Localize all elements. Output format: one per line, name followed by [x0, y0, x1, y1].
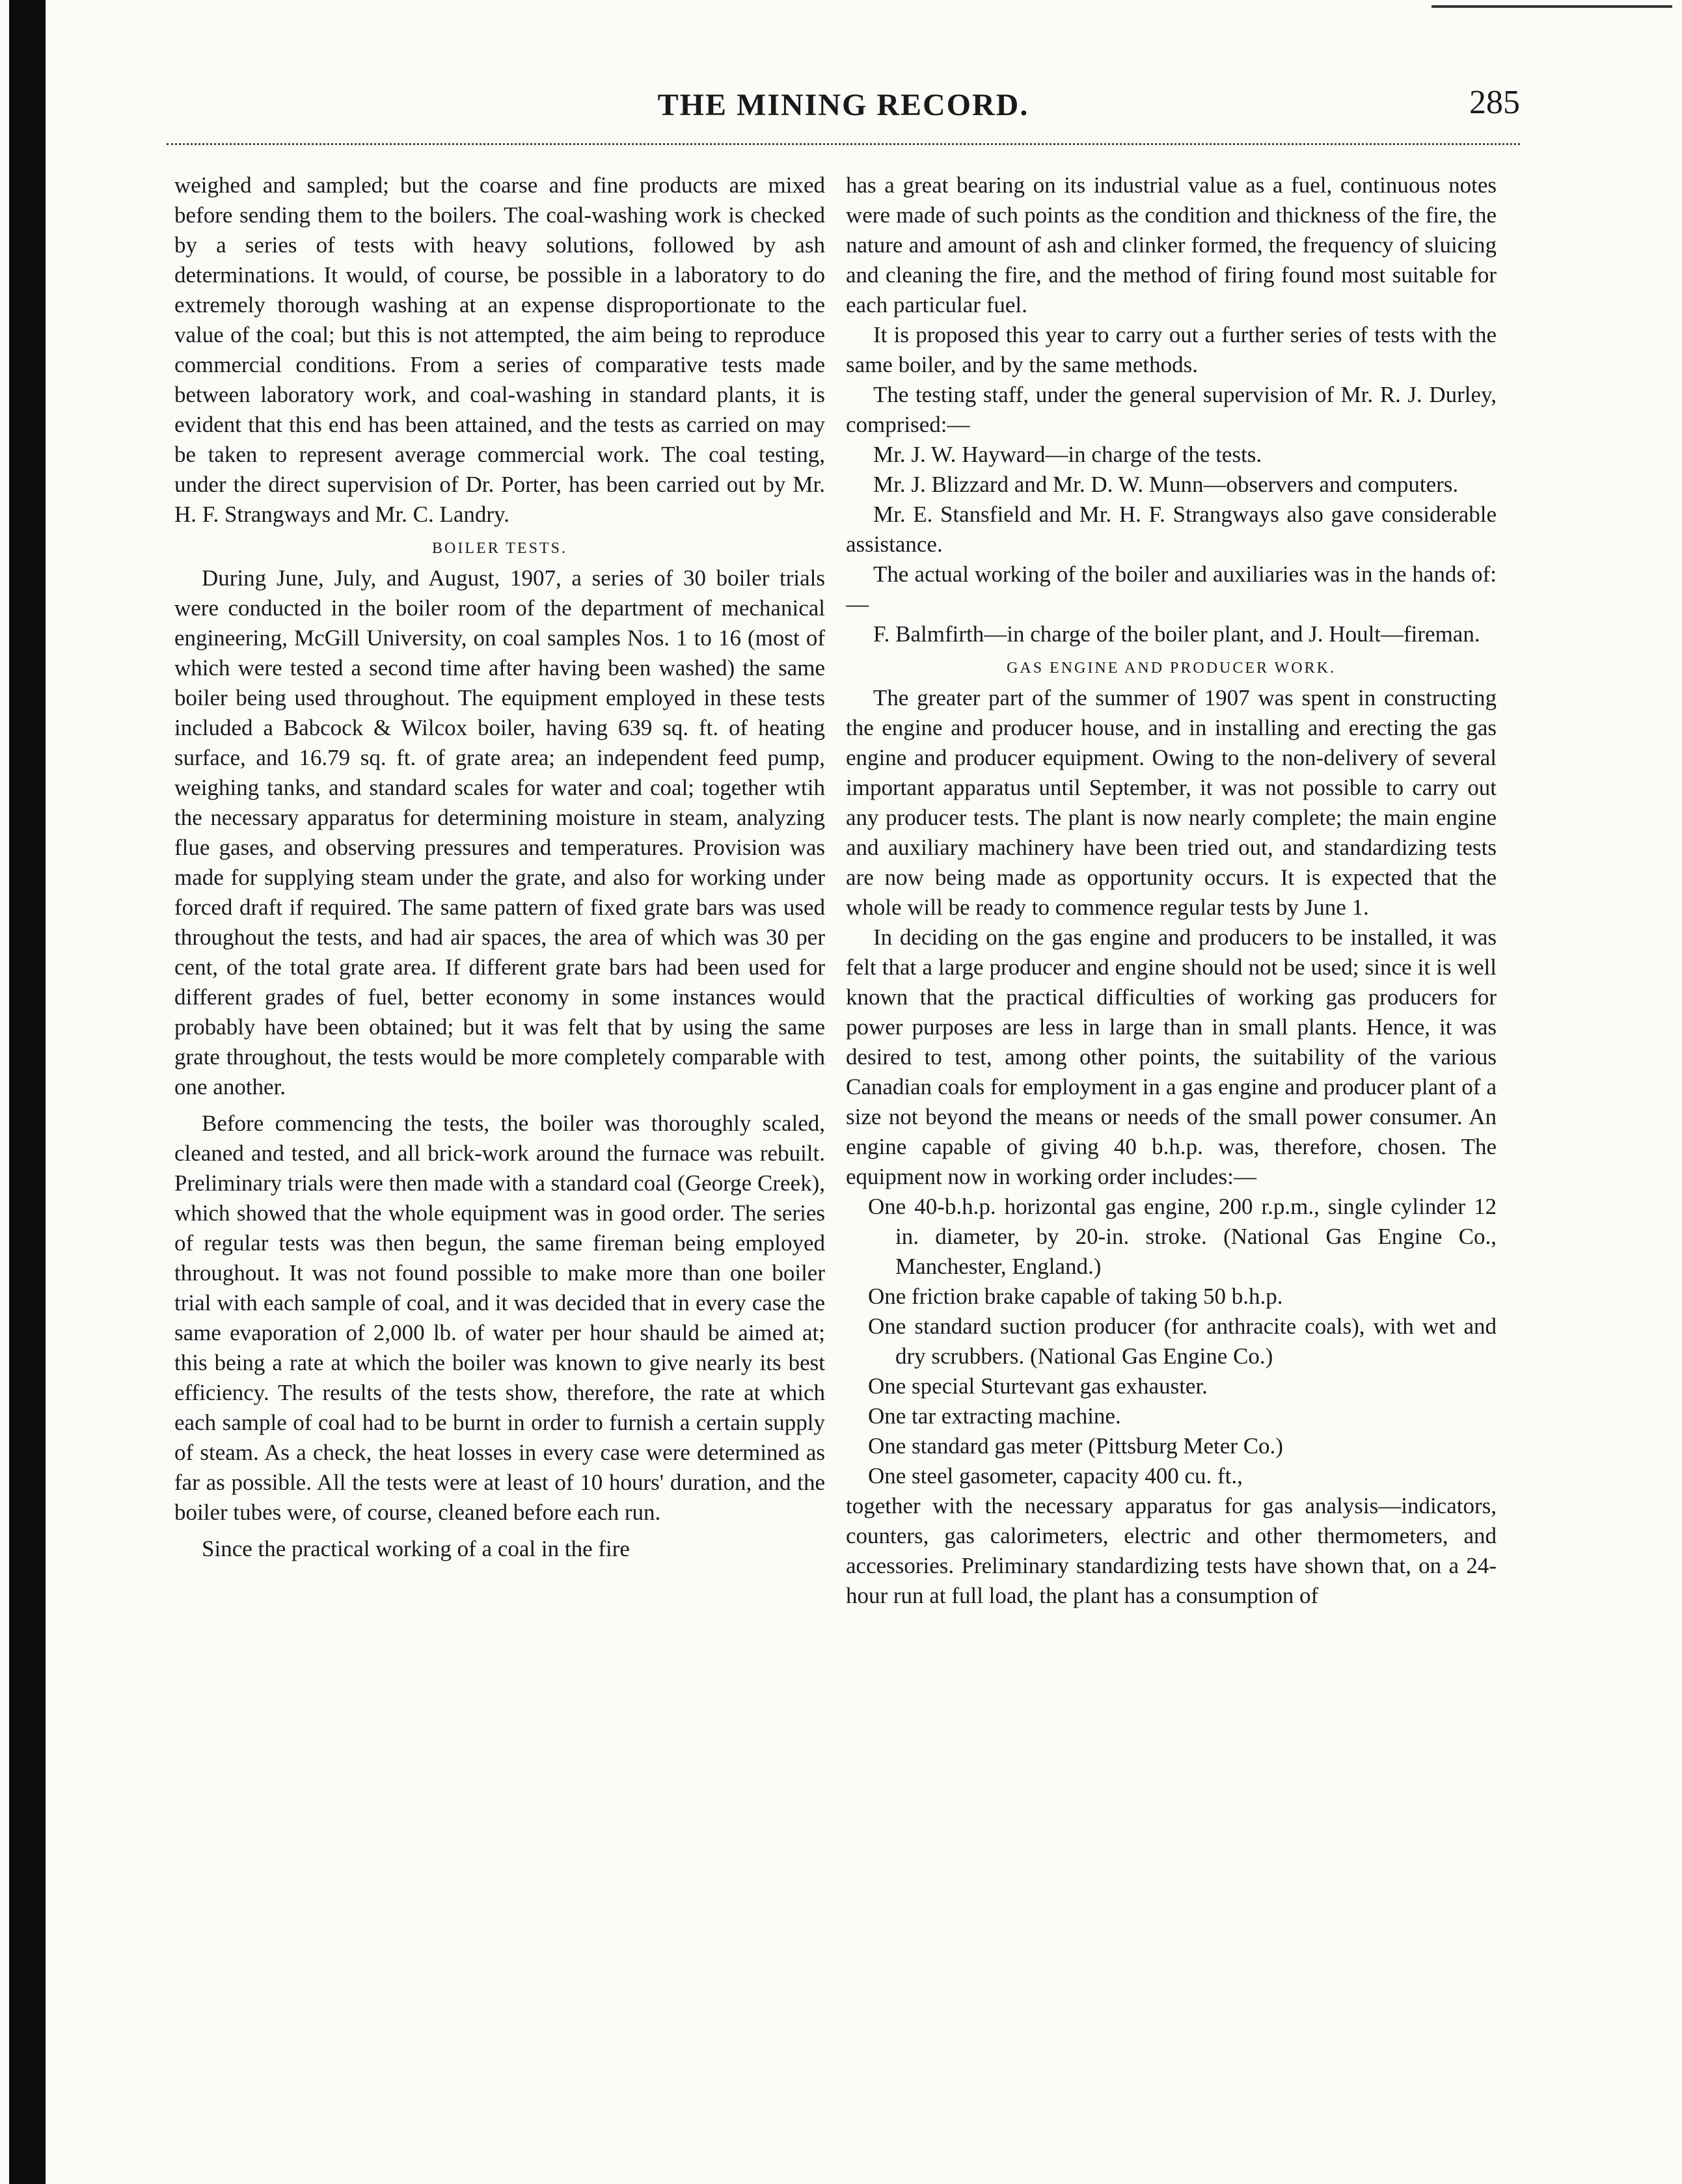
paragraph: Since the practical working of a coal in the fire	[202, 1536, 630, 1561]
paragraph: The actual working of the boiler and auxiliaries was in the hands of:—	[846, 561, 1497, 617]
binding-edge	[9, 0, 46, 2184]
equipment-item: One special Sturtevant gas exhauster.	[868, 1373, 1208, 1399]
paragraph: Before commencing the tests, the boiler was thoroughly scaled, cleaned and tested, and all brick-work around the furnace was rebuilt. Preliminary trials were then made with a standard coal (George Creek), which showed that the whole equipment was in good order. The series of regular tests was then begun, the same fireman being employed throughout. It was not found possible to make more than one boiler trial with each sample of coal, and it was decided that in every case the same evaporation of 2,000 lb. of water per hour shauld be aimed at; this being a rate at which the boiler was known to give nearly its best efficiency. The results of the tests show, therefore, the rate at which each sample of coal had to be burnt in order to furnish a certain supply of steam. As a check, the heat losses in every case were determined as far as possible. All the tests were at least of 10 hours' duration, and the boiler tubes were, of course, cleaned before each run.	[174, 1111, 825, 1525]
paragraph: F. Balmfirth—in charge of the boiler plant, and J. Hoult—fireman.	[873, 621, 1480, 647]
running-title: THE MINING RECORD.	[657, 88, 1029, 122]
header-rule	[167, 143, 1520, 145]
equipment-item: One standard suction producer (for anthracite coals), with wet and dry scrubbers. (National Gas Engine Co.)	[868, 1314, 1497, 1369]
equipment-list	[846, 1192, 1497, 1491]
page-header	[167, 83, 1520, 135]
paragraph: During June, July, and August, 1907, a series of 30 boiler trials were conducted in the boiler room of the department of mechanical engineering, McGill University, on coal samples Nos. 1 to 16 (most of which were tested a second time after having been washed) the same boiler being used throughout. The equipment employed in these tests included a Babcock & Wilcox boiler, having 639 sq. ft. of heating surface, and 16.79 sq. ft. of grate area; an independent feed pump, weighing tanks, and standard scales for water and coal; together wtih the necessary apparatus for determining moisture in steam, analyzing flue gases, and observing pressures and temperatures. Provision was made for supplying steam under the grate, and also for working under forced draft if required. The same pattern of fixed grate bars was used throughout the tests, and had air spaces, the area of which was 30 per cent, of the total grate area. If different grate bars had been used for different grades of fuel, better economy in some instances would probably have been obtained; but it was felt that by using the same grate throughout, the tests would be more completely comparable with one another.	[174, 565, 825, 1099]
equipment-item: One friction brake capable of taking 50 b.h.p.	[868, 1284, 1283, 1309]
section-heading-boiler-tests: BOILER TESTS.	[432, 540, 567, 557]
corner-rule	[1431, 5, 1672, 8]
left-column	[174, 170, 825, 2122]
paragraph: The testing staff, under the general supervision of Mr. R. J. Durley, comprised:—	[846, 382, 1497, 437]
equipment-item: One tar extracting machine.	[868, 1403, 1121, 1429]
paragraph: The greater part of the summer of 1907 was spent in constructing the engine and producer house, and in installing and erecting the gas engine and producer equipment. Owing to the non-delivery of several important apparatus until September, it was not possible to carry out any producer tests. The plant is now nearly complete; the main engine and auxiliary machinery have been tried out, and standardizing tests are now being made as opportunity occurs. It is expected that the whole will be ready to commence regular tests by June 1.	[846, 685, 1497, 920]
paragraph: Mr. J. Blizzard and Mr. D. W. Munn—observers and computers.	[873, 472, 1459, 497]
paragraph: In deciding on the gas engine and producers to be installed, it was felt that a large producer and engine should not be used; since it is well known that the practical difficulties of working gas producers for power purposes are less in large than in small plants. Hence, it was desired to test, among other points, the suitability of the various Canadian coals for employment in a gas engine and producer plant of a size not beyond the means or needs of the small power consumer. An engine capable of giving 40 b.h.p. was, therefore, chosen. The equipment now in working order includes:—	[846, 924, 1497, 1189]
page-number: 285	[1469, 84, 1520, 121]
paragraph: weighed and sampled; but the coarse and fine products are mixed before sending them to the boilers. The coal-washing work is checked by a series of tests with heavy solutions, followed by ash determinations. It would, of course, be possible in a laboratory to do extremely thorough washing at an expense disproportionate to the value of the coal; but this is not attempted, the aim being to reproduce commercial conditions. From a series of comparative tests made between laboratory work, and coal-washing in standard plants, it is evident that this end has been attained, and the tests as carried on may be taken to represent average commercial work. The coal testing, under the direct supervision of Dr. Porter, has been carried out by Mr. H. F. Strangways and Mr. C. Landry.	[174, 172, 825, 527]
section-heading-gas-engine: GAS ENGINE AND PRODUCER WORK.	[1007, 660, 1336, 677]
paragraph: together with the necessary apparatus for gas analysis—indicators, counters, gas calorimeters, electric and other thermometers, and accessories. Preliminary standardizing tests have shown that, on a 24-hour run at full load, the plant has a consumption of	[846, 1493, 1497, 1608]
equipment-item: One standard gas meter (Pittsburg Meter Co.)	[868, 1433, 1283, 1459]
right-column	[846, 170, 1497, 2122]
equipment-item: One 40-b.h.p. horizontal gas engine, 200 r.p.m., single cylinder 12 in. diameter, by 20-in. stroke. (National Gas Engine Co., Manchester, England.)	[868, 1194, 1497, 1279]
equipment-item: One steel gasometer, capacity 400 cu. ft.,	[868, 1463, 1243, 1489]
paragraph: Mr. E. Stansfield and Mr. H. F. Strangways also gave considerable assistance.	[846, 502, 1497, 557]
paragraph: It is proposed this year to carry out a further series of tests with the same boiler, and by the same methods.	[846, 322, 1497, 377]
paragraph: Mr. J. W. Hayward—in charge of the tests.	[873, 442, 1262, 467]
paragraph: has a great bearing on its industrial value as a fuel, continuous notes were made of such points as the condition and thickness of the fire, the nature and amount of ash and clinker formed, the frequency of sluicing and cleaning the fire, and the method of firing found most suitable for each particular fuel.	[846, 172, 1497, 317]
